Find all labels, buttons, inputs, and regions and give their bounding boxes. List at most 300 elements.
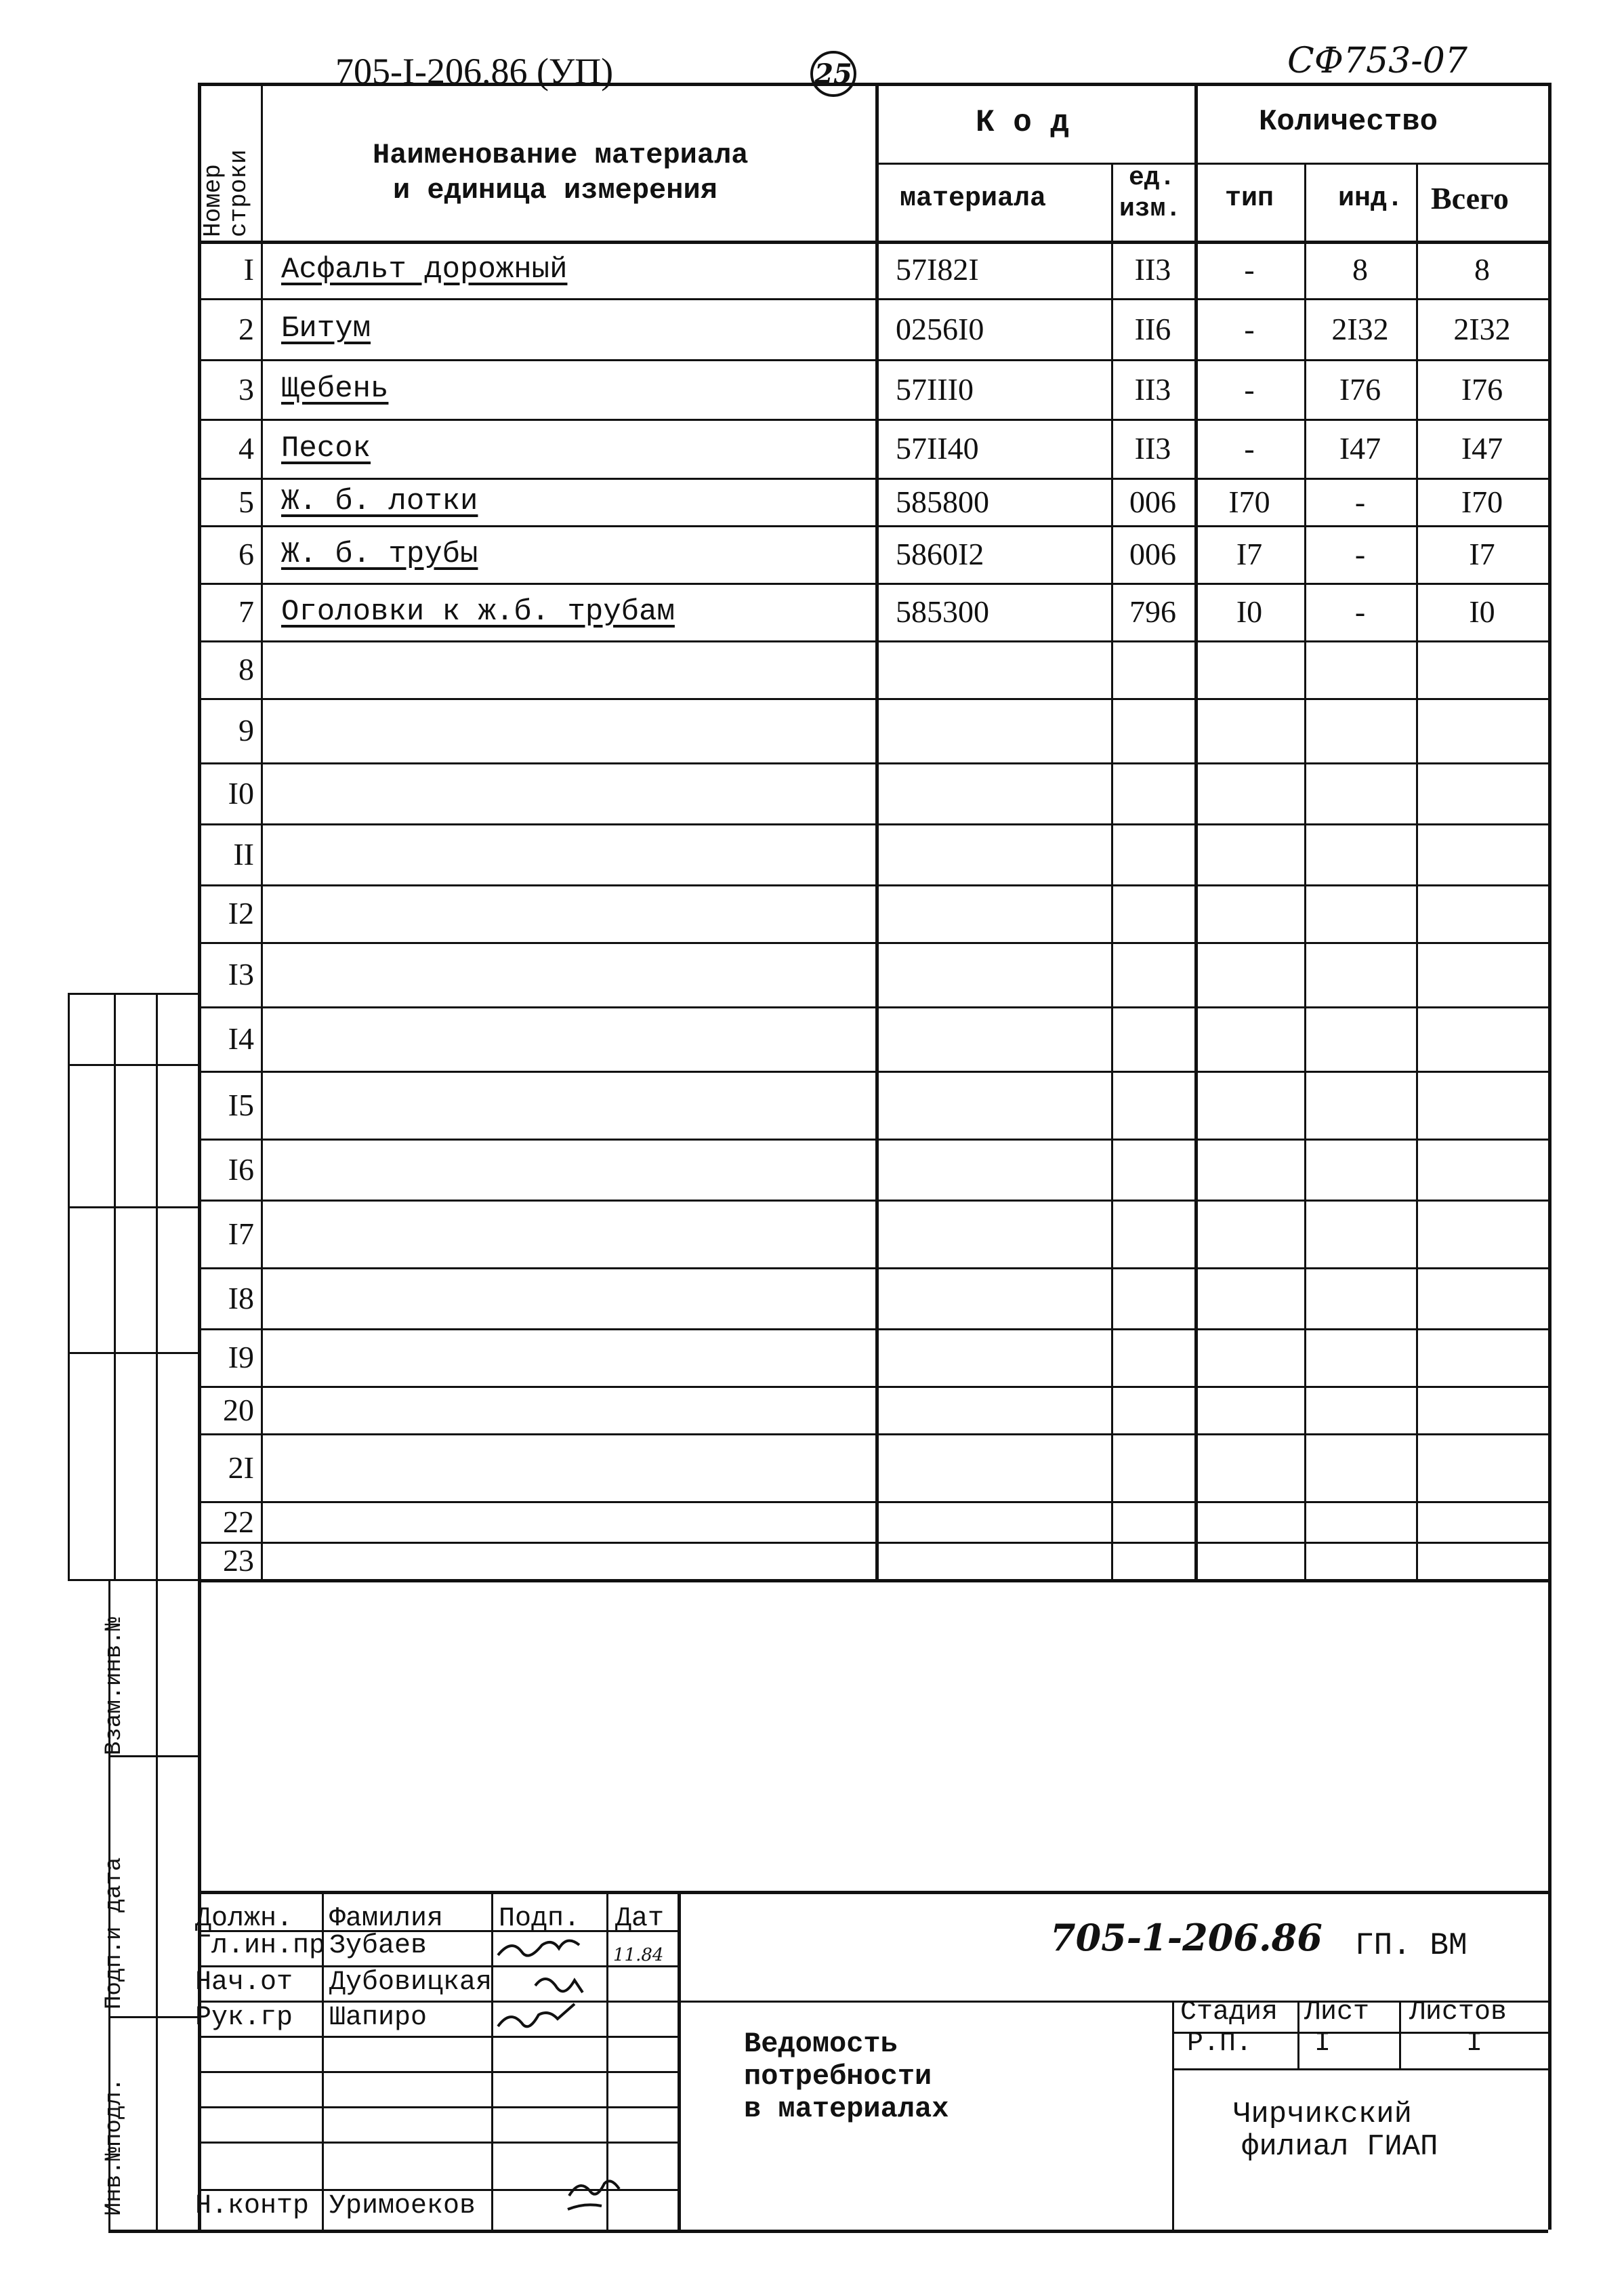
row-number — [205, 1542, 254, 1579]
row-number — [205, 640, 254, 698]
side-block-mid — [156, 1579, 158, 2230]
table-left-border — [198, 83, 201, 2230]
row-number-text: I — [243, 252, 254, 287]
row-type-qty — [1201, 359, 1297, 419]
row-unit-code — [1118, 241, 1188, 298]
row-material-code — [882, 1433, 1104, 1501]
row-total-qty — [1423, 1433, 1541, 1501]
row-ind-qty — [1311, 478, 1409, 525]
row-material-code — [882, 478, 1104, 525]
row-number-text: 8 — [238, 652, 254, 687]
header-code-group: К о д — [976, 105, 1070, 140]
header-row-number — [201, 88, 252, 237]
row-unit-code — [1118, 525, 1188, 583]
row-ind-qty — [1311, 698, 1409, 762]
side-stamp-line — [68, 1206, 198, 1208]
row-type-qty-text: - — [1244, 311, 1255, 346]
tb-col-sheet — [1297, 2001, 1299, 2068]
row-material-code — [882, 1328, 1104, 1386]
signature-dubovitskaya — [535, 1979, 583, 1992]
row-type-qty — [1201, 1542, 1297, 1579]
row-number — [205, 884, 254, 942]
row-number-text: 6 — [238, 537, 254, 571]
row-total-qty-text: I7 — [1469, 537, 1495, 571]
tb-document-number: 705-1-206.86 — [1050, 1916, 1323, 1959]
row-unit-code — [1118, 359, 1188, 419]
row-number-text: I7 — [228, 1216, 254, 1251]
side-block-line — [108, 1755, 198, 1757]
tb-document-suffix: ГП. ВМ — [1355, 1928, 1467, 1963]
row-material-code-text: 585300 — [896, 594, 989, 629]
row-material-code — [882, 298, 1104, 359]
row-ind-qty — [1311, 1328, 1409, 1386]
row-name — [268, 1139, 869, 1200]
row-ind-qty — [1311, 1386, 1409, 1433]
row-name — [268, 823, 869, 884]
tb-org-line2: филиал ГИАП — [1241, 2130, 1438, 2164]
tb-col-main — [678, 1891, 681, 2230]
row-number-text: II — [233, 836, 254, 872]
row-number-text: 3 — [238, 371, 254, 407]
signature-shapiro — [498, 2004, 575, 2026]
tb-date-note: 11.84 — [613, 1945, 664, 1965]
row-number — [205, 1328, 254, 1386]
row-total-qty — [1423, 698, 1541, 762]
row-type-qty — [1201, 1267, 1297, 1328]
page-number-badge — [810, 51, 856, 97]
row-total-qty-text: I70 — [1461, 484, 1503, 519]
row-name — [268, 1386, 869, 1433]
row-unit-code — [1118, 1267, 1188, 1328]
row-material-code — [882, 1386, 1104, 1433]
row-total-qty — [1423, 1139, 1541, 1200]
tb-title-line2: потребности — [744, 2060, 932, 2093]
row-total-qty — [1423, 1200, 1541, 1267]
tb-sheet-label: Лист — [1304, 1997, 1370, 2028]
row-type-qty — [1201, 1006, 1297, 1071]
row-ind-qty — [1311, 1200, 1409, 1267]
header-type: тип — [1225, 184, 1274, 214]
col-divider-material — [875, 83, 879, 1579]
row-material-code — [882, 1006, 1104, 1071]
row-name — [268, 1071, 869, 1139]
row-type-qty-text: - — [1244, 252, 1255, 287]
side-label-sign-date: Подп.и дата — [102, 1857, 127, 2009]
row-unit-code — [1118, 762, 1188, 823]
side-stamp-col1 — [114, 993, 116, 1579]
row-number — [205, 525, 254, 583]
row-total-qty — [1423, 478, 1541, 525]
row-name — [268, 298, 869, 359]
row-number-text: I8 — [228, 1280, 254, 1315]
side-stamp-line — [68, 1352, 198, 1354]
row-unit-code — [1118, 823, 1188, 884]
row-unit-code-text: II3 — [1134, 431, 1171, 466]
header-material-code: материала — [900, 184, 1047, 214]
row-number — [205, 698, 254, 762]
row-name — [268, 884, 869, 942]
table-right-border — [1548, 83, 1552, 2230]
table-top-border — [198, 83, 1548, 86]
tb-header-surname: Фамилия — [329, 1904, 444, 1934]
header-name-line1: Наименование материала — [373, 139, 749, 171]
row-name — [268, 583, 869, 640]
row-name-text: Ж. б. лотки — [281, 485, 478, 518]
row-total-qty-text: 8 — [1474, 252, 1490, 287]
row-type-qty — [1201, 525, 1297, 583]
row-ind-qty-text: - — [1354, 594, 1366, 629]
row-type-qty-text: I70 — [1228, 484, 1270, 519]
row-unit-code — [1118, 1328, 1188, 1386]
row-unit-code — [1118, 1386, 1188, 1433]
row-number — [205, 359, 254, 419]
row-number — [205, 419, 254, 478]
page-bottom-border — [108, 2230, 1548, 2233]
row-name-text: Щебень — [281, 372, 389, 406]
tb-stage-value: Р.П. — [1187, 2028, 1253, 2059]
row-material-code — [882, 1200, 1104, 1267]
row-number — [205, 1071, 254, 1139]
row-material-code-text: 57III0 — [896, 371, 974, 407]
row-name — [268, 1328, 869, 1386]
row-ind-qty — [1311, 1071, 1409, 1139]
row-number-text: 2 — [238, 311, 254, 346]
row-name — [268, 1006, 869, 1071]
row-material-code — [882, 241, 1104, 298]
row-number-text: I4 — [228, 1021, 254, 1056]
col-divider-ind — [1304, 163, 1306, 1579]
row-ind-qty — [1311, 823, 1409, 884]
row-total-qty — [1423, 359, 1541, 419]
row-type-qty — [1201, 1328, 1297, 1386]
row-material-code — [882, 698, 1104, 762]
row-number — [205, 1501, 254, 1542]
row-number-text: 9 — [238, 713, 254, 748]
row-number-text: 7 — [238, 594, 254, 629]
row-material-code — [882, 1542, 1104, 1579]
row-total-qty — [1423, 762, 1541, 823]
row-material-code — [882, 419, 1104, 478]
signature-zubaev — [498, 1941, 579, 1956]
row-unit-code — [1118, 884, 1188, 942]
col-divider-unit — [1111, 163, 1113, 1579]
row-unit-code — [1118, 478, 1188, 525]
row-number — [205, 583, 254, 640]
row-ind-qty — [1311, 241, 1409, 298]
row-material-code — [882, 1139, 1104, 1200]
tb-col-sheets — [1399, 2001, 1401, 2068]
side-stamp-col2 — [156, 993, 158, 1579]
row-unit-code — [1118, 583, 1188, 640]
row-unit-code — [1118, 1139, 1188, 1200]
tb-person-position: Н.контр — [195, 2191, 310, 2221]
row-unit-code — [1118, 1200, 1188, 1267]
row-type-qty-text: I0 — [1236, 594, 1263, 629]
side-stamp-line — [68, 1064, 198, 1066]
row-unit-code — [1118, 1006, 1188, 1071]
row-material-code-text: 57II40 — [896, 431, 979, 466]
title-block-top — [198, 1891, 1548, 1894]
side-label-vzam: Взам.инв.№ — [102, 1616, 127, 1755]
header-quantity-group: Количество — [1259, 105, 1438, 139]
row-name — [268, 478, 869, 525]
row-type-qty — [1201, 823, 1297, 884]
row-name — [268, 1433, 869, 1501]
row-name — [268, 1267, 869, 1328]
row-unit-code — [1118, 419, 1188, 478]
row-ind-qty — [1311, 359, 1409, 419]
tb-sheets-label: Листов — [1409, 1997, 1507, 2028]
tb-person-surname: Шапиро — [329, 2003, 428, 2033]
row-type-qty-text: I7 — [1236, 537, 1263, 571]
row-unit-code-text: II3 — [1134, 252, 1171, 287]
row-total-qty — [1423, 1328, 1541, 1386]
row-total-qty — [1423, 1542, 1541, 1579]
row-unit-code-text: 796 — [1129, 594, 1176, 629]
row-unit-code — [1118, 942, 1188, 1006]
row-material-code-text: 0256I0 — [896, 311, 984, 346]
side-label-inv-podl: Инв.№подл. — [102, 2077, 127, 2216]
row-ind-qty — [1311, 1267, 1409, 1328]
row-name — [268, 698, 869, 762]
row-ind-qty — [1311, 884, 1409, 942]
row-material-code — [882, 359, 1104, 419]
row-type-qty — [1201, 884, 1297, 942]
row-material-code — [882, 1267, 1104, 1328]
tb-person-position: Гл.ин.пр — [195, 1931, 326, 1961]
row-ind-qty-text: 2I32 — [1331, 311, 1389, 346]
row-unit-code — [1118, 1433, 1188, 1501]
row-type-qty — [1201, 1071, 1297, 1139]
row-material-code — [882, 1501, 1104, 1542]
row-material-code — [882, 640, 1104, 698]
row-ind-qty — [1311, 419, 1409, 478]
row-ind-qty-text: I76 — [1339, 371, 1381, 407]
row-ind-qty — [1311, 1542, 1409, 1579]
row-name-text: Ж. б. трубы — [281, 537, 478, 571]
side-block-line — [108, 2016, 198, 2018]
header-row-number-text: Номер строки — [199, 149, 253, 237]
row-type-qty — [1201, 942, 1297, 1006]
row-name — [268, 762, 869, 823]
table-bottom-border — [198, 1579, 1548, 1582]
tb-col-sign — [491, 1891, 493, 2230]
row-ind-qty — [1311, 1139, 1409, 1200]
row-ind-qty — [1311, 1433, 1409, 1501]
row-number — [205, 823, 254, 884]
side-stamp-top — [68, 993, 198, 995]
tb-person-surname: Дубовицкая — [329, 1967, 493, 1998]
title-block-row-line — [198, 2071, 678, 2073]
row-type-qty — [1201, 478, 1297, 525]
row-ind-qty — [1311, 583, 1409, 640]
row-ind-qty — [1311, 1501, 1409, 1542]
tb-org-line1: Чирчикский — [1233, 2097, 1413, 2131]
tb-person-position: Нач.от — [195, 1967, 293, 1998]
row-number — [205, 762, 254, 823]
row-material-code-text: 585800 — [896, 484, 989, 519]
tb-col-date — [606, 1891, 608, 2230]
row-name — [268, 1200, 869, 1267]
row-number-text: 20 — [223, 1392, 254, 1427]
row-unit-code — [1118, 1501, 1188, 1542]
row-ind-qty — [1311, 942, 1409, 1006]
row-ind-qty — [1311, 298, 1409, 359]
row-name-text: Битум — [281, 312, 371, 346]
row-material-code — [882, 1071, 1104, 1139]
row-number-text: I6 — [228, 1151, 254, 1187]
row-number-text: 2I — [228, 1450, 254, 1485]
row-ind-qty — [1311, 762, 1409, 823]
row-type-qty — [1201, 583, 1297, 640]
tb-header-position: Должн. — [195, 1904, 293, 1934]
row-number-text: I2 — [228, 896, 254, 930]
tb-mid-line — [678, 2001, 1548, 2003]
row-unit-code-text: II6 — [1134, 311, 1171, 346]
row-total-qty-text: I0 — [1469, 594, 1495, 629]
row-type-qty-text: - — [1244, 371, 1255, 407]
row-number-text: I3 — [228, 957, 254, 991]
tb-header-sign: Подп. — [499, 1904, 581, 1934]
row-unit-code-text: 006 — [1129, 537, 1176, 571]
document-code: 705-I-206.86 (УП) — [335, 51, 614, 91]
tb-sheets-value: I — [1466, 2028, 1483, 2059]
row-total-qty — [1423, 1006, 1541, 1071]
row-type-qty — [1201, 298, 1297, 359]
tb-person-surname: Уримоеков — [329, 2191, 476, 2221]
side-block-top — [108, 1579, 198, 1581]
row-ind-qty-text: 8 — [1352, 252, 1368, 287]
row-ind-qty-text: - — [1354, 484, 1366, 519]
row-type-qty — [1201, 241, 1297, 298]
row-name — [268, 1501, 869, 1542]
row-number — [205, 942, 254, 1006]
page-number: 25 — [814, 58, 852, 90]
header-name-line2: и единица измерения — [393, 174, 717, 207]
row-name — [268, 640, 869, 698]
header-total: Всего — [1431, 181, 1509, 216]
row-material-code-text: 5860I2 — [896, 537, 984, 571]
row-material-code — [882, 762, 1104, 823]
side-block-left — [108, 1579, 110, 2230]
row-total-qty — [1423, 823, 1541, 884]
row-total-qty — [1423, 419, 1541, 478]
row-type-qty — [1201, 762, 1297, 823]
row-total-qty — [1423, 640, 1541, 698]
col-divider-type — [1194, 83, 1198, 1579]
title-block-row-line — [198, 2036, 678, 2038]
row-total-qty — [1423, 942, 1541, 1006]
row-number — [205, 1386, 254, 1433]
row-ind-qty — [1311, 525, 1409, 583]
row-number — [205, 1267, 254, 1328]
row-ind-qty-text: I47 — [1339, 431, 1381, 466]
row-type-qty — [1201, 1433, 1297, 1501]
row-material-code — [882, 823, 1104, 884]
row-material-code — [882, 583, 1104, 640]
tb-title-line3: в материалах — [744, 2093, 949, 2125]
row-total-qty — [1423, 583, 1541, 640]
tb-stage-label: Стадия — [1180, 1997, 1278, 2028]
tb-org-line — [1172, 2068, 1548, 2070]
row-total-qty — [1423, 1071, 1541, 1139]
row-total-qty — [1423, 298, 1541, 359]
row-name-text: Оголовки к ж.б. трубам — [281, 594, 675, 629]
row-total-qty-text: I76 — [1461, 371, 1503, 407]
header-unit-line1: ед. — [1129, 163, 1175, 192]
row-type-qty — [1201, 640, 1297, 698]
row-number-text: 5 — [238, 484, 254, 519]
row-unit-code-text: 006 — [1129, 484, 1176, 519]
row-number — [205, 241, 254, 298]
row-number-text: I0 — [228, 775, 254, 811]
row-name — [268, 419, 869, 478]
row-unit-code-text: II3 — [1134, 371, 1171, 407]
header-subdivider — [875, 163, 1548, 165]
row-number-text: I9 — [228, 1340, 254, 1374]
row-number-text: 22 — [223, 1504, 254, 1539]
row-number — [205, 1006, 254, 1071]
col-divider-total — [1416, 163, 1418, 1579]
tb-person-surname: Зубаев — [329, 1931, 428, 1961]
row-unit-code — [1118, 298, 1188, 359]
row-number — [205, 478, 254, 525]
title-block-row-line — [198, 2142, 678, 2144]
tb-person-position: Рук.гр — [195, 2003, 293, 2033]
row-number-text: 4 — [238, 431, 254, 466]
tb-sheet-value: I — [1314, 2028, 1331, 2059]
row-name — [268, 359, 869, 419]
row-name — [268, 525, 869, 583]
row-total-qty — [1423, 1501, 1541, 1542]
row-ind-qty — [1311, 1006, 1409, 1071]
row-number-text: I5 — [228, 1087, 254, 1122]
row-total-qty — [1423, 525, 1541, 583]
row-total-qty — [1423, 241, 1541, 298]
signature-urimoekov — [568, 2181, 619, 2209]
row-material-code — [882, 884, 1104, 942]
row-type-qty — [1201, 698, 1297, 762]
row-name — [268, 1542, 869, 1579]
row-material-code-text: 57I82I — [896, 252, 979, 287]
row-material-code — [882, 525, 1104, 583]
row-unit-code — [1118, 1542, 1188, 1579]
tb-col-stage — [1172, 2001, 1174, 2230]
side-stamp-left — [68, 993, 70, 1579]
row-number — [205, 298, 254, 359]
row-type-qty — [1201, 419, 1297, 478]
row-unit-code — [1118, 698, 1188, 762]
row-name-text: Асфальт дорожный — [281, 252, 568, 287]
tb-stage-line — [1172, 2032, 1548, 2034]
row-unit-code — [1118, 640, 1188, 698]
row-type-qty — [1201, 1139, 1297, 1200]
row-type-qty — [1201, 1386, 1297, 1433]
row-name — [268, 942, 869, 1006]
archive-code: СФ753-07 — [1287, 41, 1467, 81]
col-divider-number — [261, 83, 263, 1579]
title-block-row-line — [198, 2106, 678, 2108]
row-ind-qty-text: - — [1354, 537, 1366, 571]
header-unit-line2: изм. — [1119, 194, 1182, 224]
row-material-code — [882, 942, 1104, 1006]
row-total-qty — [1423, 1267, 1541, 1328]
row-type-qty — [1201, 1501, 1297, 1542]
header-ind: инд. — [1338, 184, 1404, 214]
row-type-qty — [1201, 1200, 1297, 1267]
tb-header-date: Дат — [615, 1904, 665, 1934]
row-total-qty — [1423, 1386, 1541, 1433]
